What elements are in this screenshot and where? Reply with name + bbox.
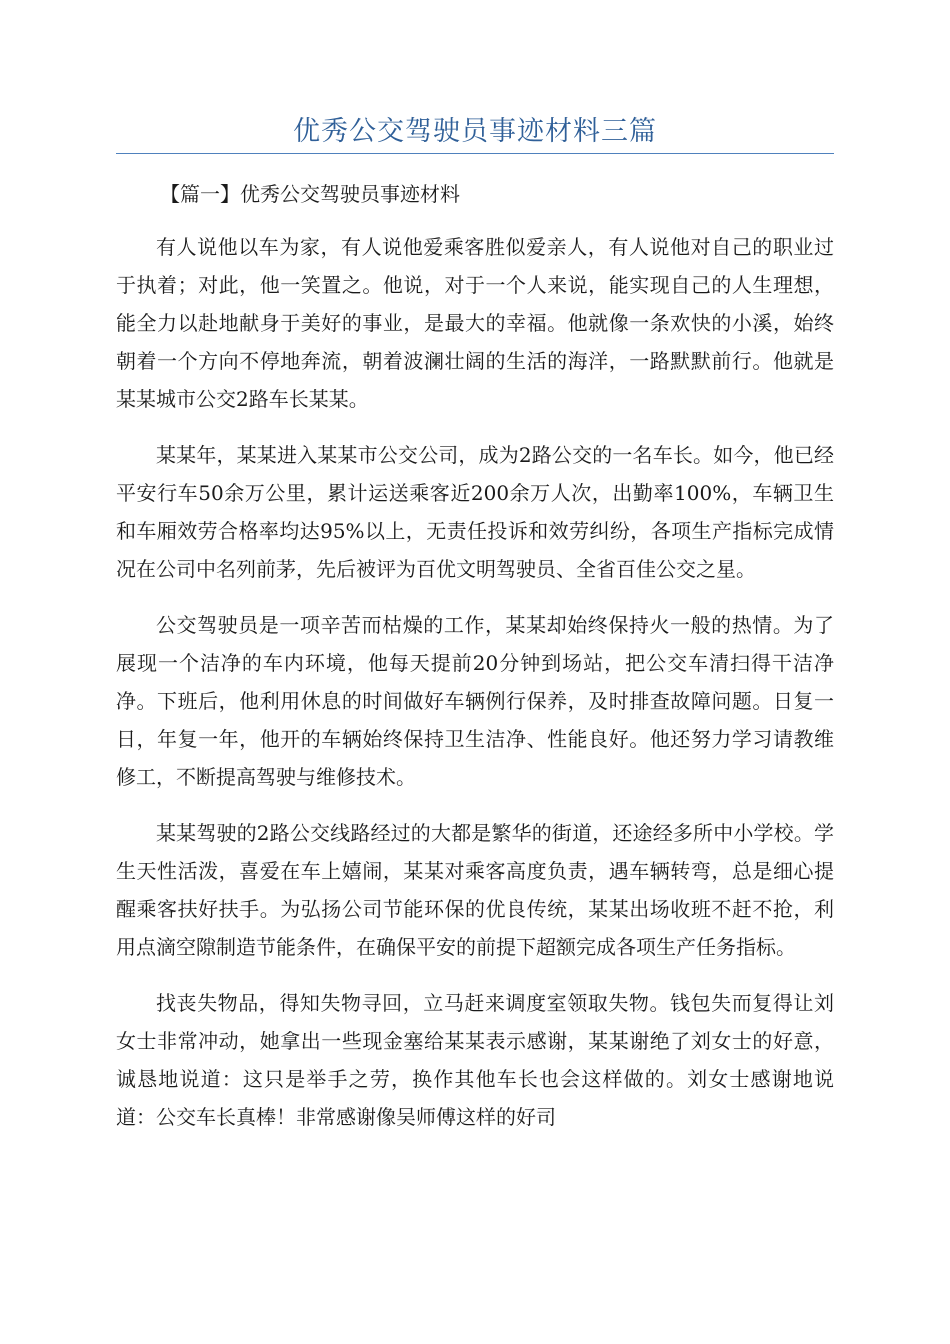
- document-body: [116, 228, 834, 1154]
- document-title: 优秀公交驾驶员事迹材料三篇: [293, 116, 657, 147]
- paragraph: 公交驾驶员是一项辛苦而枯燥的工作，某某却始终保持火一般的热情。为了展现一个洁净的车内环境，他每天提前20分钟到场站，把公交车清扫得干洁净净。下班后，他利用休息的时间做好车辆例行保养，及时排查故障问题。日复一日，年复一年，他开的车辆始终保持卫生洁净、性能良好。他还努力学习请教维修工，不断提高驾驶与维修技术。: [116, 613, 834, 789]
- paragraph: 有人说他以车为家，有人说他爱乘客胜似爱亲人，有人说他对自己的职业过于执着；对此，他一笑置之。他说，对于一个人来说，能实现自己的人生理想，能全力以赴地献身于美好的事业，是最大的幸福。他就像一条欢快的小溪，始终朝着一个方向不停地奔流，朝着波澜壮阔的生活的海洋，一路默默前行。他就是某某城市公交2路车长某某。: [116, 235, 834, 411]
- paragraph: 某某年，某某进入某某市公交公司，成为2路公交的一名车长。如今，他已经平安行车50余万公里，累计运送乘客近200余万人次，出勤率100%，车辆卫生和车厢效劳合格率均达95%以上，无责任投诉和效劳纠纷，各项生产指标完成情况在公司中名列前茅，先后被评为百优文明驾驶员、全省百佳公交之星。: [116, 443, 834, 581]
- title-underline-rule: [116, 153, 834, 154]
- paragraph: 找丧失物品，得知失物寻回，立马赶来调度室领取失物。钱包失而复得让刘女士非常冲动，她拿出一些现金塞给某某表示感谢，某某谢绝了刘女士的好意，诚恳地说道：这只是举手之劳，换作其他车长也会这样做的。刘女士感谢地说道：公交车长真棒！非常感谢像吴师傅这样的好司: [116, 991, 834, 1129]
- paragraph: 某某驾驶的2路公交线路经过的大都是繁华的街道，还途经多所中小学校。学生天性活泼，喜爱在车上嬉闹，某某对乘客高度负责，遇车辆转弯，总是细心提醒乘客扶好扶手。为弘扬公司节能环保的优良传统，某某出场收班不赶不抢，利用点滴空隙制造节能条件，在确保平安的前提下超额完成各项生产任务指标。: [116, 821, 834, 959]
- section-heading: 【篇一】优秀公交驾驶员事迹材料: [160, 182, 460, 206]
